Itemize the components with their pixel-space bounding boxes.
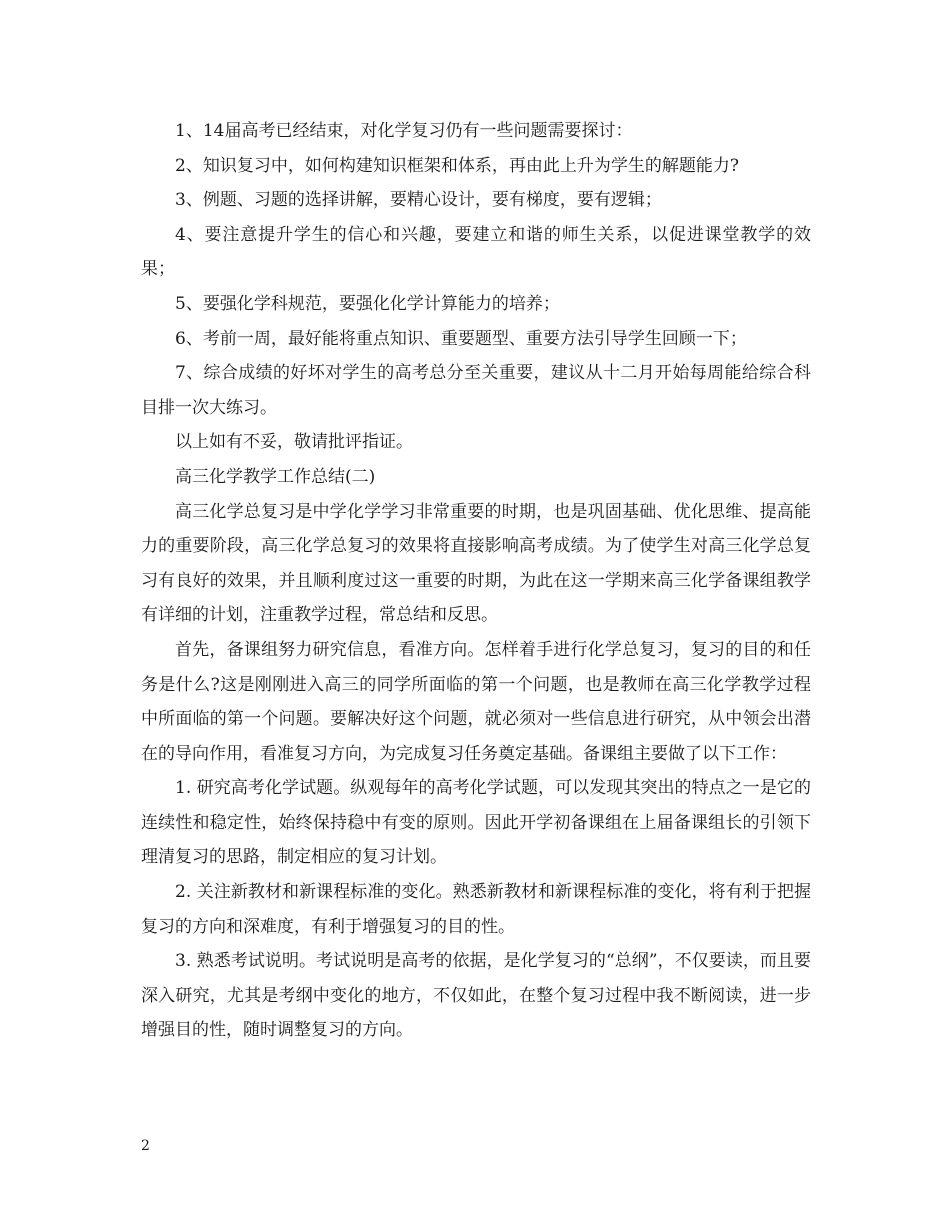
paragraph-7: 7、综合成绩的好坏对学生的高考总分至关重要，建议从十二月开始每周能给综合科目排一次大练习。	[141, 363, 811, 418]
paragraph-item-1: 1. 研究高考化学试题。纵观每年的高考化学试题，可以发现其突出的特点之一是它的连续性和稳定性，始终保持稳中有变的原则。因此开学初备课组在上届备课组长的引领下理清复习的思路，制定相应的复习计划。	[141, 778, 811, 868]
paragraph-2: 2、知识复习中，如何构建知识框架和体系，再由此上升为学生的解题能力?	[175, 155, 739, 176]
page-body	[141, 114, 811, 1048]
paragraph-item-2: 2. 关注新教材和新课程标准的变化。熟悉新教材和新课程标准的变化，将有利于把握复习的方向和深难度，有利于增强复习的目的性。	[141, 882, 811, 937]
paragraph-first: 首先，备课组努力研究信息，看准方向。怎样着手进行化学总复习，复习的目的和任务是什么?这是刚刚进入高三的同学所面临的第一个问题，也是教师在高三化学教学过程中所面临的第一个问题。要解决好这个问题，就必须对一些信息进行研究，从中领会出潜在的导向作用，看准复习方向，为完成复习任务奠定基础。备课组主要做了以下工作：	[141, 639, 811, 764]
paragraph-item-3: 3. 熟悉考试说明。考试说明是高考的依据，是化学复习的“总纲”，不仅要读，而且要深入研究，尤其是考纲中变化的地方，不仅如此，在整个复习过程中我不断阅读，进一步增强目的性，随时调整复习的方向。	[141, 951, 811, 1041]
paragraph-3: 3、例题、习题的选择讲解，要精心设计，要有梯度，要有逻辑；	[175, 190, 662, 211]
paragraph-1: 1、14届高考已经结束，对化学复习仍有一些问题需要探讨：	[175, 121, 633, 141]
paragraph-closing: 以上如有不妥，敬请批评指证。	[175, 432, 413, 453]
section-title: 高三化学教学工作总结(二)	[175, 466, 376, 487]
paragraph-4: 4、要注意提升学生的信心和兴趣，要建立和谐的师生关系，以促进课堂教学的效果；	[141, 224, 811, 280]
paragraph-intro: 高三化学总复习是中学化学学习非常重要的时期，也是巩固基础、优化思维、提高能力的重要阶段，高三化学总复习的效果将直接影响高考成绩。为了使学生对高三化学总复习有良好的效果，并且顺利度过这一重要的时期，为此在这一学期来高三化学备课组教学有详细的计划，注重教学过程，常总结和反思。	[141, 501, 811, 626]
paragraph-6: 6、考前一周，最好能将重点知识、重要题型、重要方法引导学生回顾一下；	[175, 328, 747, 349]
page-number: 2	[141, 1138, 150, 1154]
paragraph-5: 5、要强化学科规范，要强化化学计算能力的培养；	[175, 293, 560, 314]
